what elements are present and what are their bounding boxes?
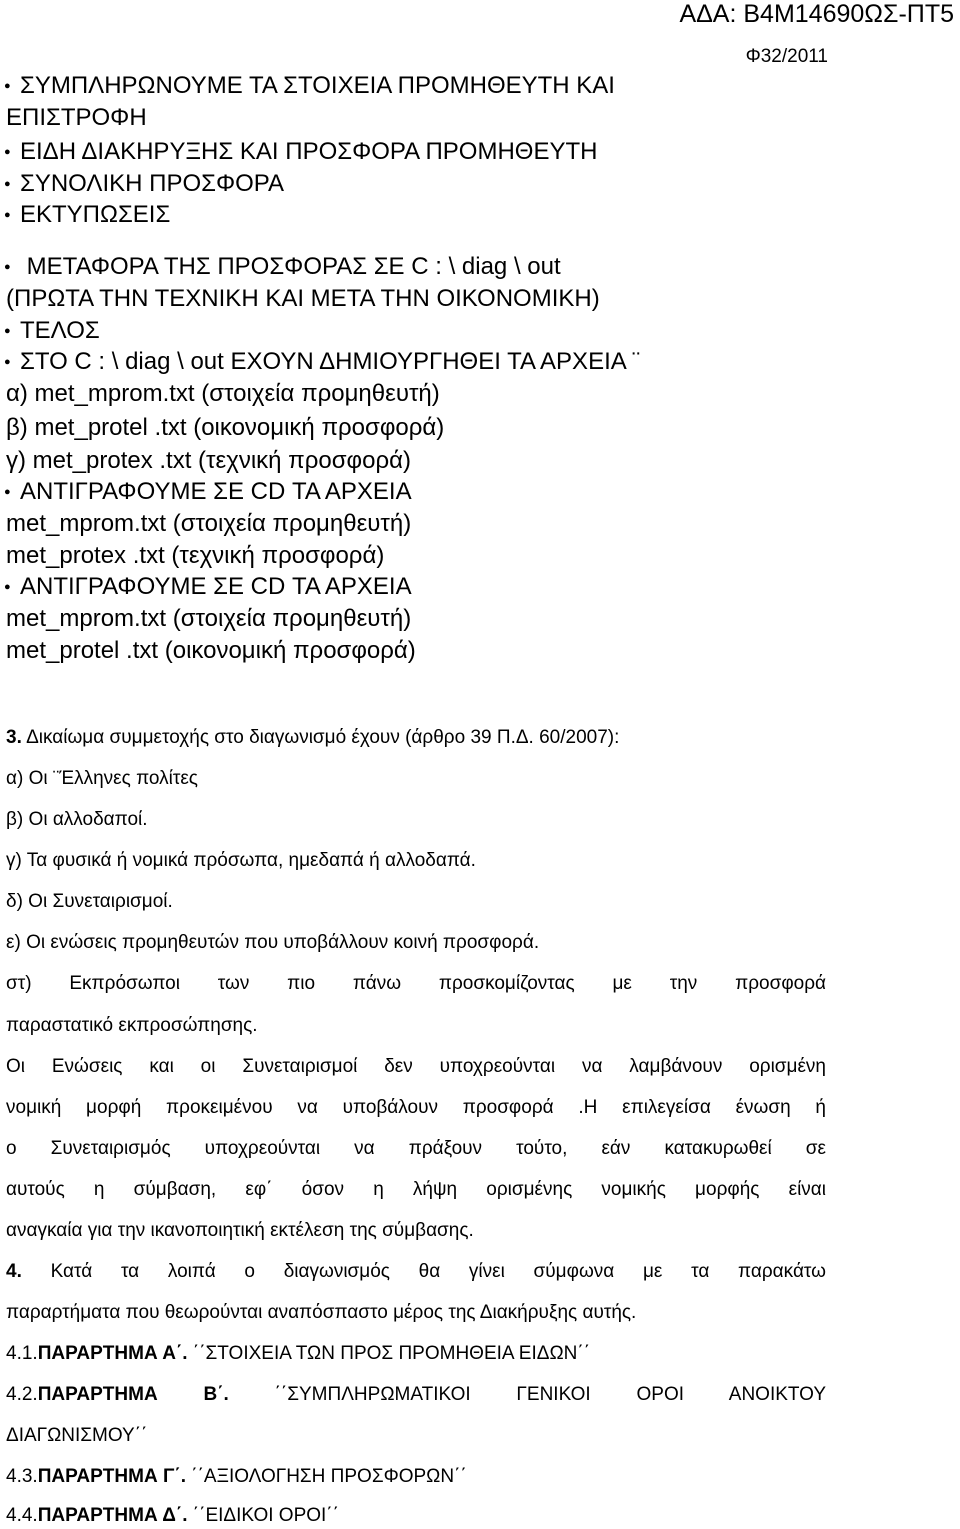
section-3-heading: 3. Δικαίωμα συμμετοχής στο διαγωνισμό έχουν (άρθρο 39 Π.Δ. 60/2007): xyxy=(6,727,620,748)
paragraph-line: αναγκαία για την ικανοποιητική εκτέλεση της σύμβασης. xyxy=(6,1220,474,1241)
bullet-icon xyxy=(4,571,20,603)
bullet-icon xyxy=(4,168,20,200)
annex-item: 4.2.ΠΑΡΑΡΤΗΜΑ Β΄. ΄΄ΣΥΜΠΛΗΡΩΜΑΤΙΚΟΙ ΓΕΝΙΚΟΙ ΟΡΟΙ ΑΝΟΙΚΤΟΥ xyxy=(6,1384,826,1405)
annex-item: 4.4.ΠΑΡΑΡΤΗΜΑ Δ΄. ΄΄ΕΙΔΙΚΟΙ ΟΡΟΙ΄΄ xyxy=(6,1505,339,1526)
bullet-item: ●ΣΥΜΠΛΗΡΩΝΟΥΜΕ ΤΑ ΣΤΟΙΧΕΙΑ ΠΡΟΜΗΘΕΥΤΗ ΚΑΙ xyxy=(4,70,615,102)
text-line: met_protel .txt (οικονομική προσφορά) xyxy=(6,637,416,664)
fek-code: Φ32/2011 xyxy=(745,46,828,67)
bullet-icon xyxy=(4,136,20,168)
bullet-icon xyxy=(4,315,20,347)
text-line: παραρτήματα που θεωρούνται αναπόσπαστο μέρος της Διακήρυξης αυτής. xyxy=(6,1302,637,1323)
bullet-icon xyxy=(4,346,20,378)
text-line: β) met_protel .txt (οικονομική προσφορά) xyxy=(6,414,445,441)
ada-code: ΑΔΑ: Β4Μ14690ΩΣ-ΠΤ5 xyxy=(679,0,954,28)
bullet-item: ●ΑΝΤΙΓΡΑΦΟΥΜΕ ΣΕ CD ΤΑ ΑΡΧΕΙΑ xyxy=(4,476,412,508)
text-line: α) met_mprom.txt (στοιχεία προμηθευτή) xyxy=(6,380,440,407)
text-line: (ΠΡΩΤΑ ΤΗΝ ΤΕΧΝΙΚΗ ΚΑΙ ΜΕΤΑ ΤΗΝ ΟΙΚΟΝΟΜΙΚΗ) xyxy=(6,285,600,312)
text-line: ΕΠΙΣΤΡΟΦΗ xyxy=(6,104,147,131)
list-item: δ) Οι Συνεταιρισμοί. xyxy=(6,891,173,912)
paragraph-line: αυτούς η σύμβαση, εφ΄ όσον η λήψη ορισμένης νομικής μορφής είναι xyxy=(6,1179,826,1200)
section-4-heading: 4. Κατά τα λοιπά ο διαγωνισμός θα γίνει σύμφωνα με τα παρακάτω xyxy=(6,1261,826,1282)
bullet-icon xyxy=(4,199,20,231)
bullet-item: ●ΤΕΛΟΣ xyxy=(4,315,100,347)
bullet-item: ●ΕΚΤΥΠΩΣΕΙΣ xyxy=(4,199,170,231)
bullet-icon xyxy=(4,476,20,508)
list-item: β) Οι αλλοδαποί. xyxy=(6,809,148,830)
list-item: α) Οι ¨Έλληνες πολίτες xyxy=(6,768,198,789)
annex-item: 4.1.ΠΑΡΑΡΤΗΜΑ Α΄. ΄΄ΣΤΟΙΧΕΙΑ ΤΩΝ ΠΡΟΣ ΠΡΟΜΗΘΕΙΑ ΕΙΔΩΝ΄΄ xyxy=(6,1343,591,1364)
list-item: στ) Εκπρόσωποι των πιο πάνω προσκομίζοντας με την προσφορά xyxy=(6,973,826,994)
bullet-item: ●ΑΝΤΙΓΡΑΦΟΥΜΕ ΣΕ CD ΤΑ ΑΡΧΕΙΑ xyxy=(4,571,412,603)
paragraph-line: νομική μορφή προκειμένου να υποβάλουν προσφορά .Η επιλεγείσα ένωση ή xyxy=(6,1097,826,1118)
text-line: παραστατικό εκπροσώπησης. xyxy=(6,1015,258,1036)
bullet-icon xyxy=(4,251,20,283)
paragraph-line: ο Συνεταιρισμός υποχρεούνται να πράξουν τούτο, εάν κατακυρωθεί σε xyxy=(6,1138,826,1159)
text-line: met_mprom.txt (στοιχεία προμηθευτή) xyxy=(6,605,412,632)
text-line: met_protex .txt (τεχνική προσφορά) xyxy=(6,542,385,569)
annex-item: 4.3.ΠΑΡΑΡΤΗΜΑ Γ΄. ΄΄ΑΞΙΟΛΟΓΗΣΗ ΠΡΟΣΦΟΡΩΝ΄΄ xyxy=(6,1466,467,1487)
annex-title-continued: ΔΙΑΓΩΝΙΣΜΟΥ΄΄ xyxy=(6,1425,148,1446)
bullet-item: ●ΣΥΝΟΛΙΚΗ ΠΡΟΣΦΟΡΑ xyxy=(4,168,284,200)
text-line: γ) met_protex .txt (τεχνική προσφορά) xyxy=(6,447,411,474)
list-item: γ) Τα φυσικά ή νομικά πρόσωπα, ημεδαπά ή αλλοδαπά. xyxy=(6,850,476,871)
bullet-item: ●ΣΤΟ C : \ diag \ out ΕΧΟΥΝ ΔΗΜΙΟΥΡΓΗΘΕΙ ΤΑ ΑΡΧΕΙΑ ¨ xyxy=(4,346,640,378)
bullet-item: ● ΜΕΤΑΦΟΡΑ ΤΗΣ ΠΡΟΣΦΟΡΑΣ ΣΕ C : \ diag \ out xyxy=(4,251,561,283)
bullet-icon xyxy=(4,70,20,102)
bullet-item: ●ΕΙΔΗ ΔΙΑΚΗΡΥΞΗΣ ΚΑΙ ΠΡΟΣΦΟΡΑ ΠΡΟΜΗΘΕΥΤΗ xyxy=(4,136,597,168)
paragraph-line: Οι Ενώσεις και οι Συνεταιρισμοί δεν υποχρεούνται να λαμβάνουν ορισμένη xyxy=(6,1056,826,1077)
text-line: met_mprom.txt (στοιχεία προμηθευτή) xyxy=(6,510,412,537)
list-item: ε) Οι ενώσεις προμηθευτών που υποβάλλουν κοινή προσφορά. xyxy=(6,932,540,953)
